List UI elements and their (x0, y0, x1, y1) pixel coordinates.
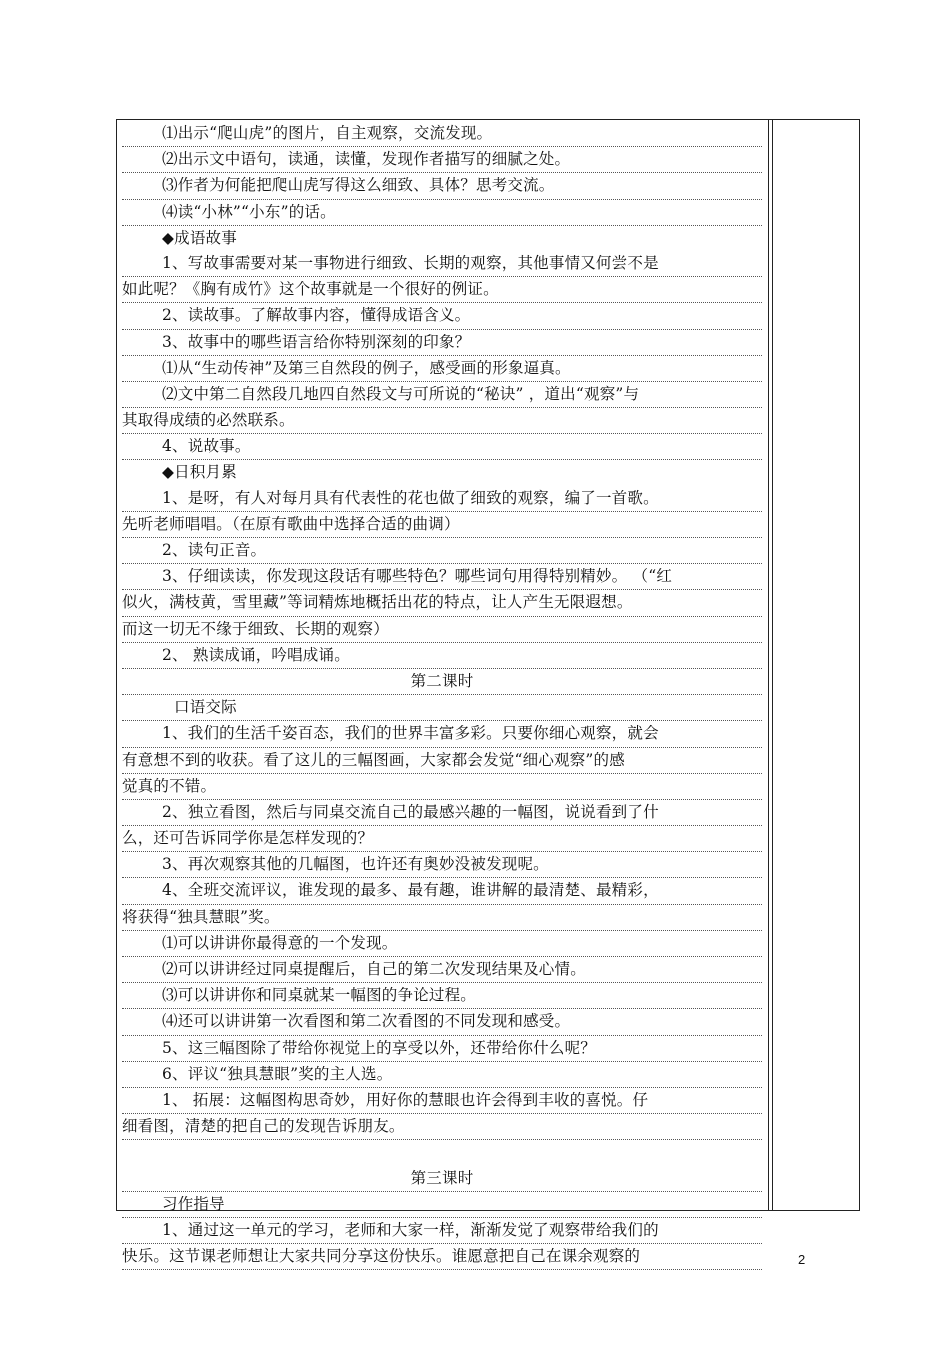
text-line: 1、写故事需要对某一事物进行细致、长期的观察，其他事情又何尝不是 (122, 251, 762, 277)
text-line: 快乐。这节课老师想让大家共同分享这份快乐。谁愿意把自己在课余观察的 (122, 1244, 762, 1270)
text-line: ⑴可以讲讲你最得意的一个发现。 (122, 931, 762, 957)
section-heading: ◆日积月累 (162, 463, 237, 482)
text-line: 3、故事中的哪些语言给你特别深刻的印象？ (122, 330, 762, 356)
text-line: 6、评议“独具慧眼”奖的主人选。 (122, 1062, 762, 1088)
text-line: 先听老师唱唱。（在原有歌曲中选择合适的曲调） (122, 512, 762, 538)
text-line: 其取得成绩的必然联系。 (122, 408, 762, 434)
page-number: 2 (798, 1252, 806, 1267)
text-line: ⑶作者为何能把爬山虎写得这么细致、具体？思考交流。 (122, 173, 762, 199)
text-line: 3、仔细读读，你发现这段话有哪些特色？哪些词句用得特别精妙。 （“红 (122, 564, 762, 590)
text-line: 2、读句正音。 (122, 538, 762, 564)
text-line: 2、读故事。了解故事内容，懂得成语含义。 (122, 303, 762, 329)
text-line: 么，还可告诉同学你是怎样发现的？ (122, 826, 762, 852)
lesson-content (122, 121, 762, 1270)
text-line: 觉真的不错。 (122, 774, 762, 800)
text-line: ⑶可以讲讲你和同桌就某一幅图的争论过程。 (122, 983, 762, 1009)
text-line: 3、再次观察其他的几幅图，也许还有奥妙没被发现呢。 (122, 852, 762, 878)
text-line: ⑴从“生动传神”及第三自然段的例子，感受画的形象逼真。 (122, 356, 762, 382)
text-line: 1、我们的生活千姿百态，我们的世界丰富多彩。只要你细心观察，就会 (122, 721, 762, 747)
text-line: 4、全班交流评议，谁发现的最多、最有趣，谁讲解的最清楚、最精彩， (122, 878, 762, 904)
lesson-period-heading: 第二课时 (122, 669, 762, 695)
text-line: ⑷读“小林”“小东”的话。 (122, 200, 762, 226)
text-line: 1、 拓展：这幅图构思奇妙，用好你的慧眼也许会得到丰收的喜悦。仔 (122, 1088, 762, 1114)
text-line: ⑵文中第二自然段几地四自然段文与可所说的“秘诀” ，道出“观察”与 (122, 382, 762, 408)
section-heading: 口语交际 (122, 695, 762, 721)
blank-line (122, 1140, 762, 1165)
text-line: ⑷还可以讲讲第一次看图和第二次看图的不同发现和感受。 (122, 1009, 762, 1035)
text-line: 细看图，清楚的把自己的发现告诉朋友。 (122, 1114, 762, 1140)
text-line: ⑴出示“爬山虎”的图片，自主观察，交流发现。 (122, 121, 762, 147)
text-line: 1、是呀，有人对每月具有代表性的花也做了细致的观察，编了一首歌。 (122, 486, 762, 512)
text-line: 如此呢？《胸有成竹》这个故事就是一个很好的例证。 (122, 277, 762, 303)
text-line: 而这一切无不缘于细致、长期的观察） (122, 617, 762, 643)
section-heading: ◆成语故事 (162, 228, 237, 247)
text-line: 有意想不到的收获。看了这儿的三幅图画，大家都会发觉“细心观察”的感 (122, 748, 762, 774)
lesson-period-heading: 第三课时 (122, 1166, 762, 1192)
text-line: 将获得“独具慧眼”奖。 (122, 905, 762, 931)
section-heading: 习作指导 (122, 1192, 762, 1218)
text-line: ⑵出示文中语句，读通，读懂，发现作者描写的细腻之处。 (122, 147, 762, 173)
text-line: 2、 熟读成诵，吟唱成诵。 (122, 643, 762, 669)
text-line: 2、独立看图，然后与同桌交流自己的最感兴趣的一幅图，说说看到了什 (122, 800, 762, 826)
column-divider (768, 119, 769, 1211)
text-line: 1、通过这一单元的学习，老师和大家一样，渐渐发觉了观察带给我们的 (122, 1218, 762, 1244)
text-line: 4、说故事。 (122, 434, 762, 460)
text-line: ⑵可以讲讲经过同桌提醒后，自己的第二次发现结果及心情。 (122, 957, 762, 983)
text-line: 5、这三幅图除了带给你视觉上的享受以外，还带给你什么呢？ (122, 1036, 762, 1062)
column-divider-inner (772, 119, 773, 1211)
text-line: 似火，满枝黄，雪里藏”等词精炼地概括出花的特点，让人产生无限遐想。 (122, 590, 762, 616)
